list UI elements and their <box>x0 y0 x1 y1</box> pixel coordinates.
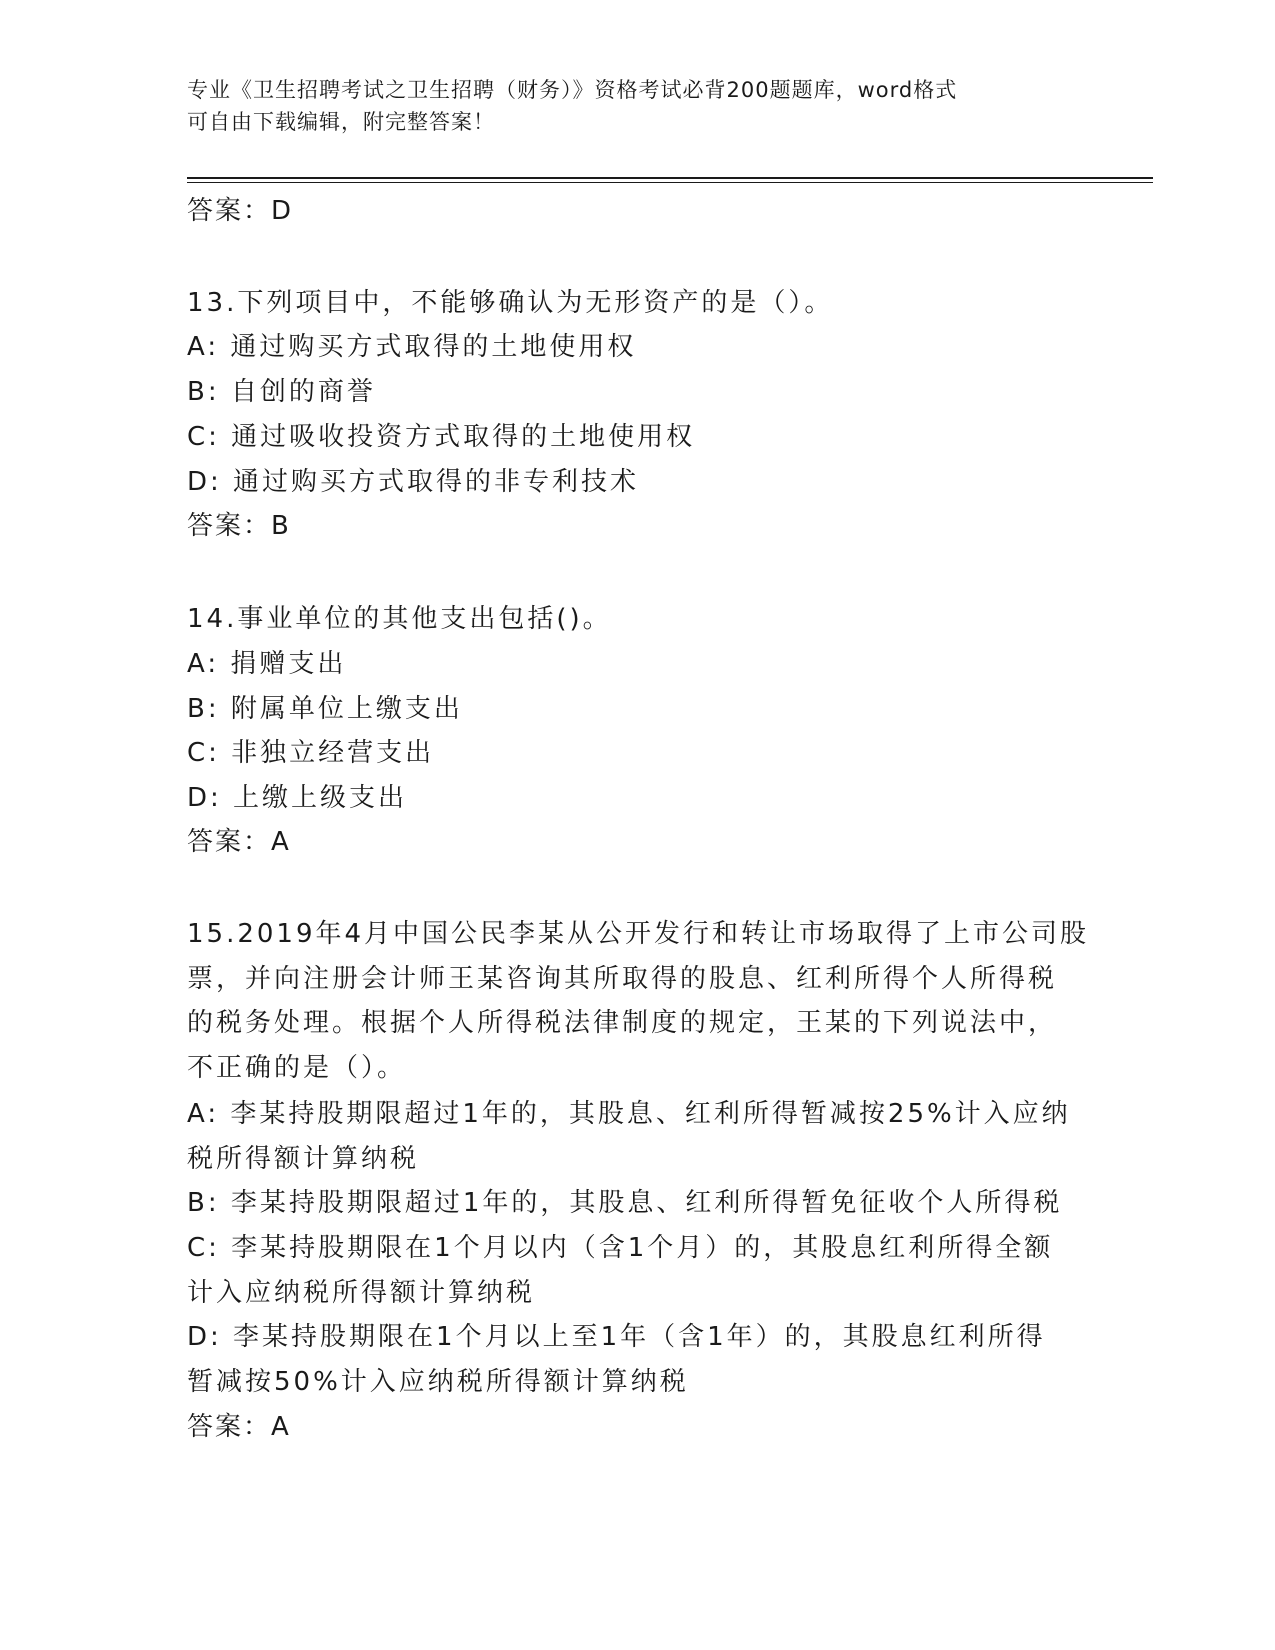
header-rule-thick <box>187 177 1153 179</box>
question-15-option-b: B: 李某持股期限超过1年的，其股息、红利所得暂免征收个人所得税 <box>187 1188 1063 1218</box>
question-15-answer: 答案：A <box>187 1412 291 1442</box>
previous-answer: 答案：D <box>187 196 294 226</box>
header-line-1: 专业《卫生招聘考试之卫生招聘（财务）》资格考试必背200题题库，word格式 <box>187 78 958 102</box>
question-15-option-a-line-2: 税所得额计算纳税 <box>187 1144 420 1174</box>
question-15-option-c-line-1: C: 李某持股期限在1个月以内（含1个月）的，其股息红利所得全额 <box>187 1233 1054 1263</box>
question-14-stem: 14.事业单位的其他支出包括()。 <box>187 604 612 634</box>
header-line-2: 可自由下载编辑，附完整答案！ <box>187 110 495 134</box>
question-14-option-c: C: 非独立经营支出 <box>187 738 435 768</box>
question-15-option-a-line-1: A: 李某持股期限超过1年的，其股息、红利所得暂减按25%计入应纳 <box>187 1099 1071 1129</box>
question-13-option-c: C: 通过吸收投资方式取得的土地使用权 <box>187 422 696 452</box>
question-15-option-d-line-2: 暂减按50%计入应纳税所得额计算纳税 <box>187 1367 689 1397</box>
header-rule-thin <box>187 182 1153 183</box>
question-13-stem: 13.下列项目中，不能够确认为无形资产的是（）。 <box>187 288 834 318</box>
question-13-option-b: B: 自创的商誉 <box>187 377 376 407</box>
question-14-answer: 答案：A <box>187 827 291 857</box>
question-14-option-b: B: 附属单位上缴支出 <box>187 694 463 724</box>
question-14-option-a: A: 捐赠支出 <box>187 649 347 679</box>
question-14-option-d: D: 上缴上级支出 <box>187 783 408 813</box>
question-15-option-d-line-1: D: 李某持股期限在1个月以上至1年（含1年）的，其股息红利所得 <box>187 1322 1046 1352</box>
question-15-option-c-line-2: 计入应纳税所得额计算纳税 <box>187 1278 536 1308</box>
document-header <box>187 74 1067 138</box>
question-13-option-d: D: 通过购买方式取得的非专利技术 <box>187 467 640 497</box>
question-15-stem-line-4: 不正确的是（）。 <box>187 1053 407 1083</box>
question-13-option-a: A: 通过购买方式取得的土地使用权 <box>187 332 637 362</box>
question-13-answer: 答案：B <box>187 511 291 541</box>
question-15-stem-line-1: 15.2019年4月中国公民李某从公开发行和转让市场取得了上市公司股 <box>187 919 1090 949</box>
question-15-stem-line-3: 的税务处理。根据个人所得税法律制度的规定，王某的下列说法中， <box>187 1008 1058 1038</box>
question-15-stem-line-2: 票，并向注册会计师王某咨询其所取得的股息、红利所得个人所得税 <box>187 964 1058 994</box>
